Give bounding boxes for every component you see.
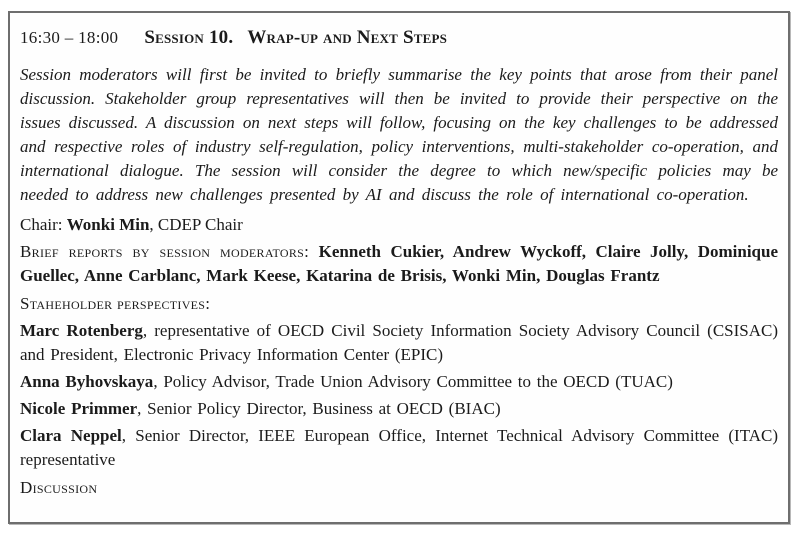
discussion-heading: Discussion xyxy=(20,478,98,497)
chair-role: , CDEP Chair xyxy=(149,215,243,234)
session-title xyxy=(144,27,447,49)
chair-line xyxy=(20,213,778,237)
stakeholder-name: Nicole Primmer xyxy=(20,399,138,418)
stakeholder-details: , representative of OECD Civil Society Information Society Advisory Council (CSISAC) and President, Electronic Privacy Information Center (EPIC) xyxy=(20,321,779,364)
session-description: Session moderators will first be invited to briefly summarise the key points that arose from their panel discussion. Stakeholder group representatives will then be invited to provide their perspective on the issues discussed. A discussion on next steps will follow, focusing on the key challenges to be addressed and respective roles of industry self-regulation, policy interventions, multi-stakeholder co-operation, and international dialogue. The session will consider the degree to which new/specific policies may be needed to address new challenges presented by AI and discuss the role of international co-operation. xyxy=(20,65,778,204)
moderators-label: Brief reports by session moderators: xyxy=(20,242,310,261)
stakeholder-entry-anna-byhovskaya xyxy=(20,370,778,394)
stakeholder-name: Anna Byhovskaya xyxy=(20,372,154,391)
chair-name: Wonki Min xyxy=(66,215,150,234)
session-header xyxy=(20,27,778,49)
stakeholder-name: Clara Neppel xyxy=(20,426,122,445)
session-agenda-frame xyxy=(8,11,790,524)
stakeholder-perspectives-heading: Staheholder perspectives: xyxy=(20,294,211,313)
moderators-line xyxy=(20,240,778,288)
chair-label: Chair: xyxy=(20,215,63,234)
stakeholder-details: , Policy Advisor, Trade Union Advisory Committee to the OECD (TUAC) xyxy=(153,372,673,391)
stakeholder-details: , Senior Policy Director, Business at OECD (BIAC) xyxy=(137,399,501,418)
moderators-names: Kenneth Cukier, Andrew Wyckoff, Claire Jolly, Dominique Guellec, Anne Carblanc, Mark Keese, Katarina de Brisis, Wonki Min, Douglas Frantz xyxy=(20,242,778,285)
session-number: Session 10. xyxy=(144,27,234,48)
session-name: Wrap-up and Next Steps xyxy=(247,27,448,48)
stakeholder-entry-nicole-primmer xyxy=(20,397,778,421)
stakeholder-name: Marc Rotenberg xyxy=(20,321,143,340)
stakeholder-entry-clara-neppel xyxy=(20,424,778,472)
stakeholder-details: , Senior Director, IEEE European Office, Internet Technical Advisory Committee (ITAC) representative xyxy=(20,426,778,469)
stakeholder-entry-marc-rotenberg xyxy=(20,319,778,367)
session-time: 16:30 – 18:00 xyxy=(20,28,119,47)
